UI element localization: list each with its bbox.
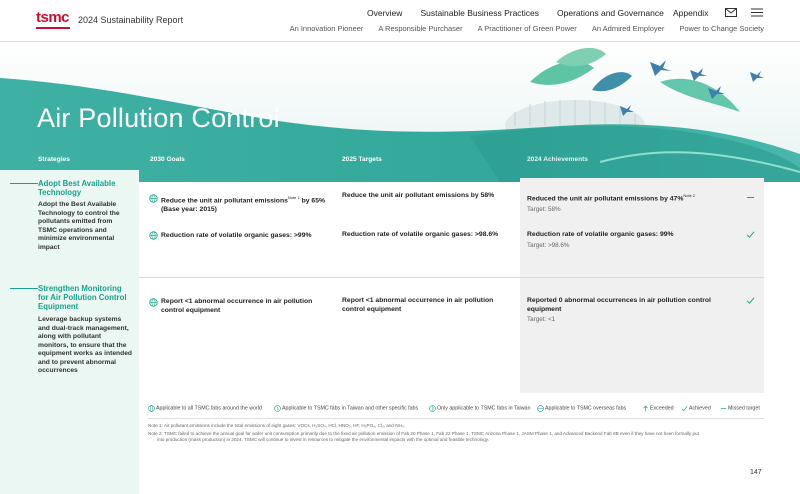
globe-icon <box>148 405 155 412</box>
achievement-2024 <box>527 192 727 214</box>
strategy-description: Leverage backup systems and dual-track management, along with pollutant monitors, to ensure that the equipment works as intended and to prevent abnormal occurrences <box>38 316 133 374</box>
main-nav <box>367 8 664 18</box>
legend-item-taiwan-specific: Applicable to TSMC fabs in Taiwan and other specific fabs <box>274 405 418 412</box>
overseas-globe-icon <box>537 405 544 412</box>
subnav-responsible-purchaser[interactable]: A Responsible Purchaser <box>378 24 463 33</box>
achievement-text: Reduction rate of volatile organic gases: 99% <box>527 231 674 238</box>
strategy-description: Adopt the Best Available Technology to control the pollutants emitted from TSMC operations and minimize environmental impact <box>38 201 120 251</box>
note-marker[interactable]: Note 1 <box>287 195 300 200</box>
goal-2030 <box>161 194 337 214</box>
achievement-2024 <box>527 297 727 325</box>
achievement-target: Target: <1 <box>527 316 556 323</box>
exceeded-arrow-icon <box>642 405 649 412</box>
globe-icon <box>149 194 158 203</box>
strategy-connector-line <box>10 183 38 184</box>
legend-item-missed: Missed target <box>720 405 760 412</box>
goal-text: Reduce the unit air pollutant emissions <box>161 197 288 205</box>
legend-item-exceeded: Exceeded <box>642 405 674 412</box>
achieved-check-icon <box>681 405 688 412</box>
achievement-text: Reduced the unit air pollutant emissions by 47% <box>527 195 684 203</box>
goal-text-tail: by 65% (Base year: 2015) <box>161 197 326 213</box>
column-header-2024-achievements: 2024 Achievements <box>527 156 588 163</box>
nav-item-overview[interactable]: Overview <box>367 8 403 18</box>
footnote: Note 1: Air pollutant emissions include the total emissions of eight gases: VOCs, H₂SO₄, HCl, HNO₃, HF, H₃PO₄, Cl₂, and NH₃. <box>148 423 406 428</box>
page-number: 147 <box>750 469 762 476</box>
achieved-check-icon <box>746 296 755 305</box>
strategy-title: Strengthen Monitoring for Air Pollution Control Equipment <box>38 284 127 311</box>
logo-wordmark: tsmc <box>36 9 70 26</box>
legend-item-taiwan-only: Only applicable to TSMC fabs in Taiwan <box>429 405 530 412</box>
taiwan-plus-icon <box>274 405 281 412</box>
menu-icon[interactable] <box>751 8 763 17</box>
row-divider <box>139 277 764 278</box>
missed-target-icon <box>746 193 755 202</box>
achievement-target: Target: >98.6% <box>527 241 570 249</box>
page-title: Air Pollution Control <box>37 103 280 133</box>
target-2025: Reduce the unit air pollutant emissions by 58% <box>342 192 495 199</box>
nav-item-operations-governance[interactable]: Operations and Governance <box>557 8 664 18</box>
subnav-innovation-pioneer[interactable]: An Innovation Pioneer <box>289 24 364 33</box>
column-header-2025-targets: 2025 Targets <box>342 156 382 163</box>
missed-dash-icon <box>720 405 727 412</box>
taiwan-icon <box>429 405 436 412</box>
column-header-strategies: Strategies <box>38 156 70 163</box>
strategy-title: Adopt Best Available Technology <box>38 179 116 197</box>
legend-item-achieved: Achieved <box>681 405 711 412</box>
mail-icon[interactable] <box>725 8 737 17</box>
footnote-continuation: into production (mass production) in 2024. TSMC will continue to invest in resources to mitigate the environmental impacts with the optimal and feasible technology. <box>157 437 490 442</box>
top-navigation-bar <box>0 0 800 42</box>
nav-item-appendix[interactable]: Appendix <box>673 8 709 18</box>
achievement-2024 <box>527 231 727 250</box>
logo-underline <box>36 27 70 29</box>
achieved-check-icon <box>746 230 755 239</box>
subnav-power-to-change[interactable]: Power to Change Society <box>679 24 764 33</box>
legend-divider <box>148 418 764 419</box>
subnav-admired-employer[interactable]: An Admired Employer <box>591 24 665 33</box>
nav-item-sustainable-business[interactable]: Sustainable Business Practices <box>420 8 540 18</box>
legend-item-all-fabs: Applicable to all TSMC fabs around the world <box>148 405 262 412</box>
target-2025: Report <1 abnormal occurrence in air pollution control equipment <box>342 297 494 313</box>
footnote: Note 2: TSMC failed to achieve the annual goal for wafer unit consumption primarily due to the fixed air pollution emission of Fab 20 Phase 1, Fab 22 Phase 1, TSMC Arizona Phase 1, JASM Phase 1, and Advanced Backend Fab 8B even if they have not been formally put <box>148 431 699 436</box>
report-title: 2024 Sustainability Report <box>78 15 184 25</box>
globe-icon <box>149 231 158 240</box>
tsmc-logo[interactable] <box>36 10 70 34</box>
hero-banner <box>0 42 800 182</box>
column-header-2030-goals: 2030 Goals <box>150 156 185 163</box>
goal-2030: Reduction rate of volatile organic gases: >99% <box>161 232 312 239</box>
subnav-green-power[interactable]: A Practitioner of Green Power <box>477 24 577 33</box>
globe-icon <box>149 298 158 307</box>
achievement-target: Target: 58% <box>527 205 561 213</box>
target-2025: Reduction rate of volatile organic gases: >98.6% <box>342 231 499 238</box>
legend-item-overseas: Applicable to TSMC overseas fabs <box>537 405 626 412</box>
goal-2030: Report <1 abnormal occurrence in air pollution control equipment <box>161 298 313 314</box>
note-marker[interactable]: Note 2 <box>683 193 696 198</box>
achievement-text: Reported 0 abnormal occurrences in air pollution control equipment <box>527 297 711 313</box>
strategy-connector-line <box>10 288 38 289</box>
sub-nav <box>290 24 764 33</box>
